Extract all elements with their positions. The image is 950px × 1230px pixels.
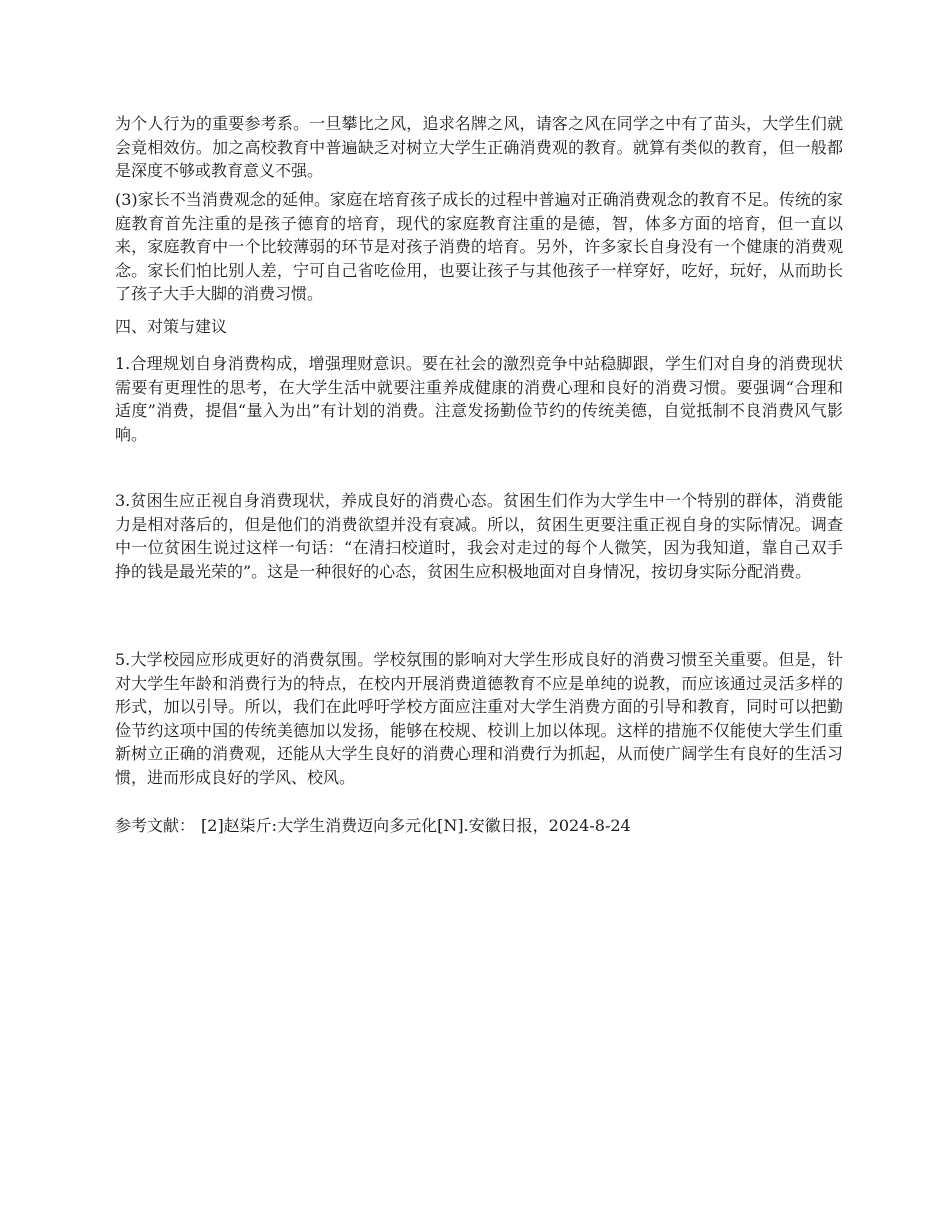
reference-citation: [2]赵柒斤:大学生消费迈向多元化[N].安徽日报，2024-8-24 <box>201 816 631 835</box>
suggestion-item-1: 1.合理规划自身消费构成，增强理财意识。要在社会的激烈竞争中站稳脚跟，学生们对自身的消费现状需要有更理性的思考，在大学生活中就要注重养成健康的消费心理和良好的消费习惯。要强调“合理和适度”消费，提倡“量入为出”有计划的消费。注意发扬勤俭节约的传统美德，自觉抵制不良消费风气影响。 <box>115 354 843 444</box>
suggestion-item-3: 3.贫困生应正视自身消费现状，养成良好的消费心态。贫困生们作为大学生中一个特别的群体，消费能力是相对落后的，但是他们的消费欲望并没有衰减。所以，贫困生更要注重正视自身的实际情况。调查中一位贫困生说过这样一句话：“在清扫校道时，我会对走过的每个人微笑，因为我知道，靠自己双手挣的钱是最光荣的”。这是一种很好的心态，贫困生应积极地面对自身情况，按切身实际分配消费。 <box>115 491 843 581</box>
reference-label: 参考文献： <box>115 816 196 835</box>
suggestion-item-5: 5.大学校园应形成更好的消费氛围。学校氛围的影响对大学生形成良好的消费习惯至关重要。但是，针对大学生年龄和消费行为的特点，在校内开展消费道德教育不应是单纯的说教，而应该通过灵活多样的形式，加以引导。所以，我们在此呼吁学校方面应注重对大学生消费方面的引导和教育，同时可以把勤俭节约这项中国的传统美德加以发扬，能够在校规、校训上加以体现。这样的措施不仅能使大学生们重新树立正确的消费观，还能从大学生良好的消费心理和消费行为抓起，从而使广阔学生有良好的生活习惯，进而形成良好的学风、校风。 <box>115 650 843 787</box>
paragraph-peer-influence: 为个人行为的重要参考系。一旦攀比之风，追求名牌之风，请客之风在同学之中有了苗头，大学生们就会竟相效仿。加之高校教育中普遍缺乏对树立大学生正确消费观的教育。就算有类似的教育，但一般都是深度不够或教育意义不强。 <box>115 114 843 180</box>
paragraph-parent-consumption: (3)家长不当消费观念的延伸。家庭在培育孩子成长的过程中普遍对正确消费观念的教育不足。传统的家庭教育首先注重的是孩子德育的培育，现代的家庭教育注重的是德，智，体多方面的培育，但一直以来，家庭教育中一个比较薄弱的环节是对孩子消费的培育。另外，许多家长自身没有一个健康的消费观念。家长们怕比别人差，宁可自己省吃俭用，也要让孩子与其他孩子一样穿好，吃好，玩好，从而助长了孩子大手大脚的消费习惯。 <box>115 190 843 303</box>
reference-line <box>115 814 843 838</box>
section-heading: 四、对策与建议 <box>115 317 228 336</box>
